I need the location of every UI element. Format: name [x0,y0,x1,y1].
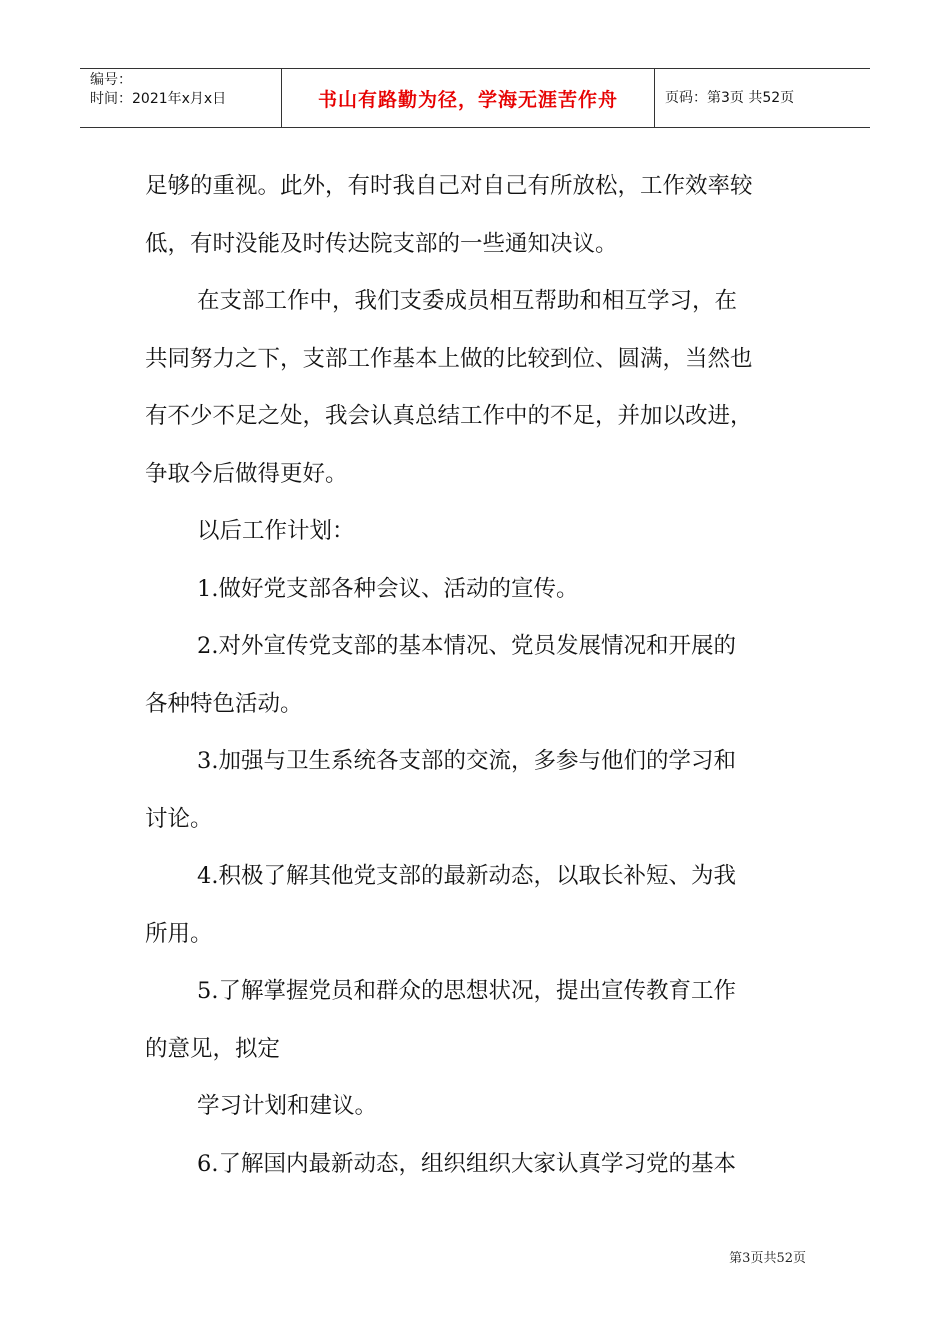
text-line: 有不少不足之处，我会认真总结工作中的不足，并加以改进， [145,403,753,429]
page-info: 页码：第3页 共52页 [665,89,795,106]
text-line: 所用。 [145,920,213,947]
text-line: 讨论。 [145,805,213,832]
page-header [80,68,870,128]
plan-item: 6.了解国内最新动态，组织组织大家认真学习党的基本 [197,1150,736,1177]
section-heading: 以后工作计划： [197,518,355,544]
plan-item: 2.对外宣传党支部的基本情况、党员发展情况和开展的 [197,633,736,659]
header-motto-cell [281,69,655,127]
text-line: 共同努力之下，支部工作基本上做的比较到位、圆满，当然也 [145,345,753,372]
text-line: 各种特色活动。 [145,690,303,717]
header-meta [80,69,281,127]
document-body [145,158,810,1193]
text-line: 争取今后做得更好。 [145,460,348,487]
plan-item: 1.做好党支部各种会议、活动的宣传。 [197,575,579,602]
paragraph-start: 在支部工作中，我们支委成员相互帮助和相互学习，在 [197,288,738,314]
text-line: 低，有时没能及时传达院支部的一些通知决议。 [145,230,618,257]
motto: 书山有路勤为径，学海无涯苦作舟 [317,88,618,111]
serial-label: 编号： [90,72,132,88]
time-label: 时间：2021年x月x日 [90,91,227,107]
text-line: 足够的重视。此外，有时我自己对自己有所放松，工作效率较 [145,173,753,199]
plan-item: 3.加强与卫生系统各支部的交流，多参与他们的学习和 [197,748,736,774]
text-line: 的意见，拟定 [145,1035,281,1062]
page-footer: 第3页共52页 [729,1251,806,1266]
header-page-cell [655,69,870,127]
text-line: 学习计划和建议。 [197,1093,378,1119]
plan-item: 4.积极了解其他党支部的最新动态，以取长补短、为我 [197,863,736,889]
plan-item: 5.了解掌握党员和群众的思想状况，提出宣传教育工作 [197,978,736,1004]
